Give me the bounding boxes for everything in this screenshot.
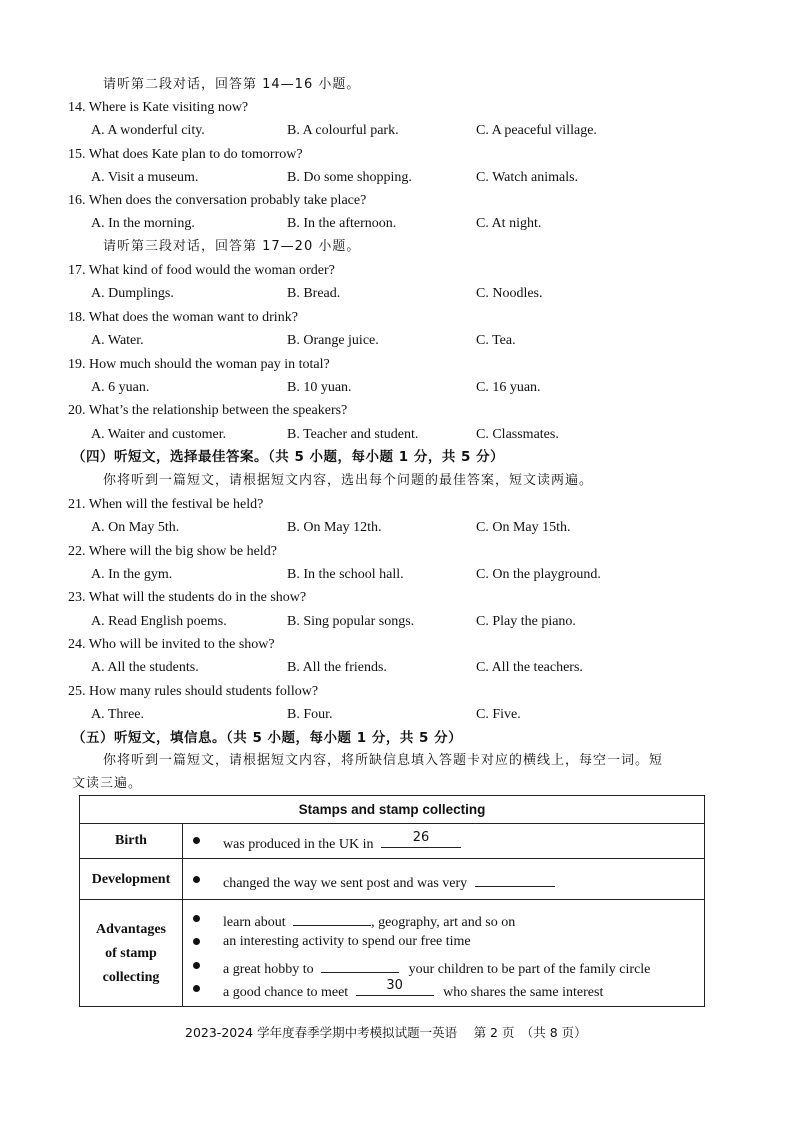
answer-blank-2[interactable] bbox=[475, 871, 555, 887]
q21-option-b: B. On May 12th. bbox=[287, 520, 382, 535]
question-22: 22. Where will the big show be held? bbox=[68, 544, 277, 559]
section-3-intro: 请听第三段对话，回答第 17—20 小题。 bbox=[103, 239, 361, 254]
q19-option-c: C. 16 yuan. bbox=[476, 380, 541, 395]
advantage-1-prompt: learn about bbox=[223, 915, 286, 930]
table-column-divider bbox=[182, 823, 183, 1006]
question-15: 15. What does Kate plan to do tomorrow? bbox=[68, 147, 303, 162]
q17-option-b: B. Bread. bbox=[287, 286, 341, 301]
advantage-1 bbox=[223, 910, 515, 932]
row-label-development: Development bbox=[91, 872, 171, 887]
q23-option-b: B. Sing popular songs. bbox=[287, 614, 415, 629]
advantage-4-prompt: a good chance to meet bbox=[223, 985, 349, 1000]
q15-option-a: A. Visit a museum. bbox=[91, 170, 199, 185]
row-label-advantages-1: Advantages bbox=[95, 922, 166, 937]
q14-option-c: C. A peaceful village. bbox=[476, 123, 597, 138]
q22-option-b: B. In the school hall. bbox=[287, 567, 404, 582]
q25-option-a: A. Three. bbox=[91, 707, 144, 722]
bullet-icon bbox=[193, 915, 200, 922]
advantage-1-rest: , geography, art and so on bbox=[371, 915, 516, 930]
q24-option-b: B. All the friends. bbox=[287, 660, 387, 675]
q20-option-a: A. Waiter and customer. bbox=[91, 427, 227, 442]
q15-option-b: B. Do some shopping. bbox=[287, 170, 412, 185]
question-16: 16. When does the conversation probably take place? bbox=[68, 193, 367, 208]
row-label-advantages-2: of stamp bbox=[105, 946, 157, 961]
table-divider bbox=[80, 899, 704, 900]
q18-option-b: B. Orange juice. bbox=[287, 333, 379, 348]
q16-option-a: A. In the morning. bbox=[91, 216, 195, 231]
question-20: 20. What’s the relationship between the speakers? bbox=[68, 403, 348, 418]
development-prompt: changed the way we sent post and was very bbox=[223, 876, 468, 891]
bullet-icon bbox=[193, 938, 200, 945]
advantage-3-rest: your children to be part of the family circle bbox=[408, 962, 651, 977]
q17-option-a: A. Dumplings. bbox=[91, 286, 174, 301]
section-2-intro: 请听第二段对话，回答第 14—16 小题。 bbox=[103, 77, 361, 92]
section-5-title: （五）听短文，填信息。（共 5 小题，每小题 1 分，共 5 分） bbox=[72, 730, 463, 746]
bullet-icon bbox=[193, 985, 200, 992]
q19-option-a: A. 6 yuan. bbox=[91, 380, 150, 395]
q14-option-b: B. A colourful park. bbox=[287, 123, 399, 138]
bullet-icon bbox=[193, 837, 200, 844]
answer-blank-3[interactable] bbox=[293, 910, 371, 926]
handwritten-answer: 30 bbox=[386, 978, 403, 993]
q23-option-a: A. Read English poems. bbox=[91, 614, 227, 629]
question-17: 17. What kind of food would the woman order? bbox=[68, 263, 335, 278]
answer-blank-4[interactable] bbox=[321, 957, 399, 973]
question-24: 24. Who will be invited to the show? bbox=[68, 637, 275, 652]
birth-text bbox=[223, 832, 461, 854]
q19-option-b: B. 10 yuan. bbox=[287, 380, 352, 395]
bullet-icon bbox=[193, 876, 200, 883]
section-4-instructions: 你将听到一篇短文，请根据短文内容，选出每个问题的最佳答案，短文读两遍。 bbox=[103, 473, 594, 488]
question-19: 19. How much should the woman pay in total? bbox=[68, 357, 330, 372]
row-label-birth: Birth bbox=[115, 833, 147, 848]
q14-option-a: A. A wonderful city. bbox=[91, 123, 205, 138]
q23-option-c: C. Play the piano. bbox=[476, 614, 576, 629]
q20-option-b: B. Teacher and student. bbox=[287, 427, 419, 442]
q25-option-c: C. Five. bbox=[476, 707, 521, 722]
table-divider bbox=[80, 858, 704, 859]
bullet-icon bbox=[193, 962, 200, 969]
q20-option-c: C. Classmates. bbox=[476, 427, 559, 442]
advantage-2: an interesting activity to spend our free time bbox=[223, 934, 471, 949]
question-21: 21. When will the festival be held? bbox=[68, 497, 264, 512]
q15-option-c: C. Watch animals. bbox=[476, 170, 579, 185]
q25-option-b: B. Four. bbox=[287, 707, 333, 722]
advantage-4-rest: who shares the same interest bbox=[443, 985, 604, 1000]
question-14: 14. Where is Kate visiting now? bbox=[68, 100, 249, 115]
advantage-4 bbox=[223, 980, 603, 1002]
advantage-3-prompt: a great hobby to bbox=[223, 962, 314, 977]
advantage-3 bbox=[223, 957, 650, 979]
question-23: 23. What will the students do in the show? bbox=[68, 590, 307, 605]
section-5-instructions-line2: 文读三遍。 bbox=[72, 776, 143, 791]
row-label-advantages-3: collecting bbox=[102, 970, 160, 985]
q18-option-a: A. Water. bbox=[91, 333, 144, 348]
section-4-title: （四）听短文，选择最佳答案。（共 5 小题，每小题 1 分，共 5 分） bbox=[72, 449, 505, 465]
q24-option-c: C. All the teachers. bbox=[476, 660, 583, 675]
q16-option-b: B. In the afternoon. bbox=[287, 216, 397, 231]
q18-option-c: C. Tea. bbox=[476, 333, 516, 348]
table-title: Stamps and stamp collecting bbox=[298, 802, 486, 817]
answer-blank-1[interactable] bbox=[381, 832, 461, 848]
section-5-instructions-line1: 你将听到一篇短文，请根据短文内容，将所缺信息填入答题卡对应的横线上，每空一词。短 bbox=[103, 753, 664, 768]
q22-option-c: C. On the playground. bbox=[476, 567, 601, 582]
birth-prompt: was produced in the UK in bbox=[223, 837, 374, 852]
q21-option-a: A. On May 5th. bbox=[91, 520, 180, 535]
q22-option-a: A. In the gym. bbox=[91, 567, 173, 582]
page-footer: 2023-2024 学年度春季学期中考模拟试题一英语 第 2 页 （共 8 页） bbox=[185, 1025, 587, 1040]
table-divider bbox=[80, 823, 704, 824]
handwritten-answer: 26 bbox=[412, 830, 430, 845]
question-25: 25. How many rules should students follow? bbox=[68, 684, 319, 699]
q21-option-c: C. On May 15th. bbox=[476, 520, 571, 535]
q16-option-c: C. At night. bbox=[476, 216, 542, 231]
development-text bbox=[223, 871, 555, 893]
stamp-info-table bbox=[79, 795, 705, 1007]
answer-blank-5[interactable] bbox=[356, 980, 434, 996]
q24-option-a: A. All the students. bbox=[91, 660, 199, 675]
q17-option-c: C. Noodles. bbox=[476, 286, 543, 301]
question-18: 18. What does the woman want to drink? bbox=[68, 310, 298, 325]
